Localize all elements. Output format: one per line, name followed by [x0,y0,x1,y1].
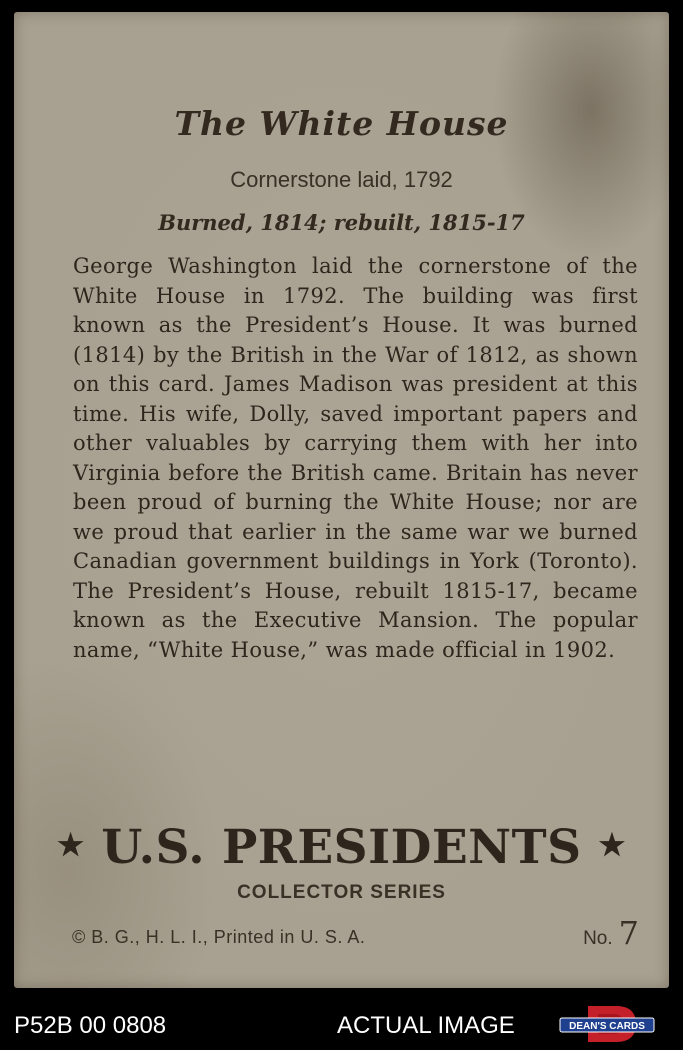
card-number-label: No. [583,928,613,949]
series-title [14,820,669,875]
logo-text: DEAN'S CARDS [569,1021,645,1032]
card-number [583,914,639,952]
star-icon: ★ [598,828,626,863]
series-title-text: U.S. PRESIDENTS [101,820,582,875]
card-dates: Burned, 1814; rebuilt, 1815-17 [158,210,525,235]
footer-bar [0,1000,683,1050]
deans-cards-logo [558,1004,656,1044]
trading-card-back [14,12,669,988]
card-number-value: 7 [618,914,639,952]
copyright-line: © B. G., H. L. I., Printed in U. S. A. [72,927,366,947]
card-title: The White House [174,104,509,143]
cert-id: P52B 00 0808 [14,1012,167,1039]
card-subtitle: Cornerstone laid, 1792 [230,167,453,192]
star-icon: ★ [57,828,85,863]
card-body-text: George Washington laid the cornerstone of the White House in 1792. The building was first known as the President’s House. It was burned (1814) by the British in the War of 1812, as shown on this card. James Madison was president at this time. His wife, Dolly, saved important papers and other valuables by carrying them with her into Virginia before the British came. Britain has never been proud of burning the White House; nor are we proud that earlier in the same war we burned Canadian government buildings in York (Toronto). The President’s House, rebuilt 1815-17, became known as the Executive Mansion. The popular name, “White House,” was made official in 1902. [73,254,638,662]
series-subtitle: COLLECTOR SERIES [237,882,446,903]
actual-image-label: ACTUAL IMAGE [337,1012,515,1039]
